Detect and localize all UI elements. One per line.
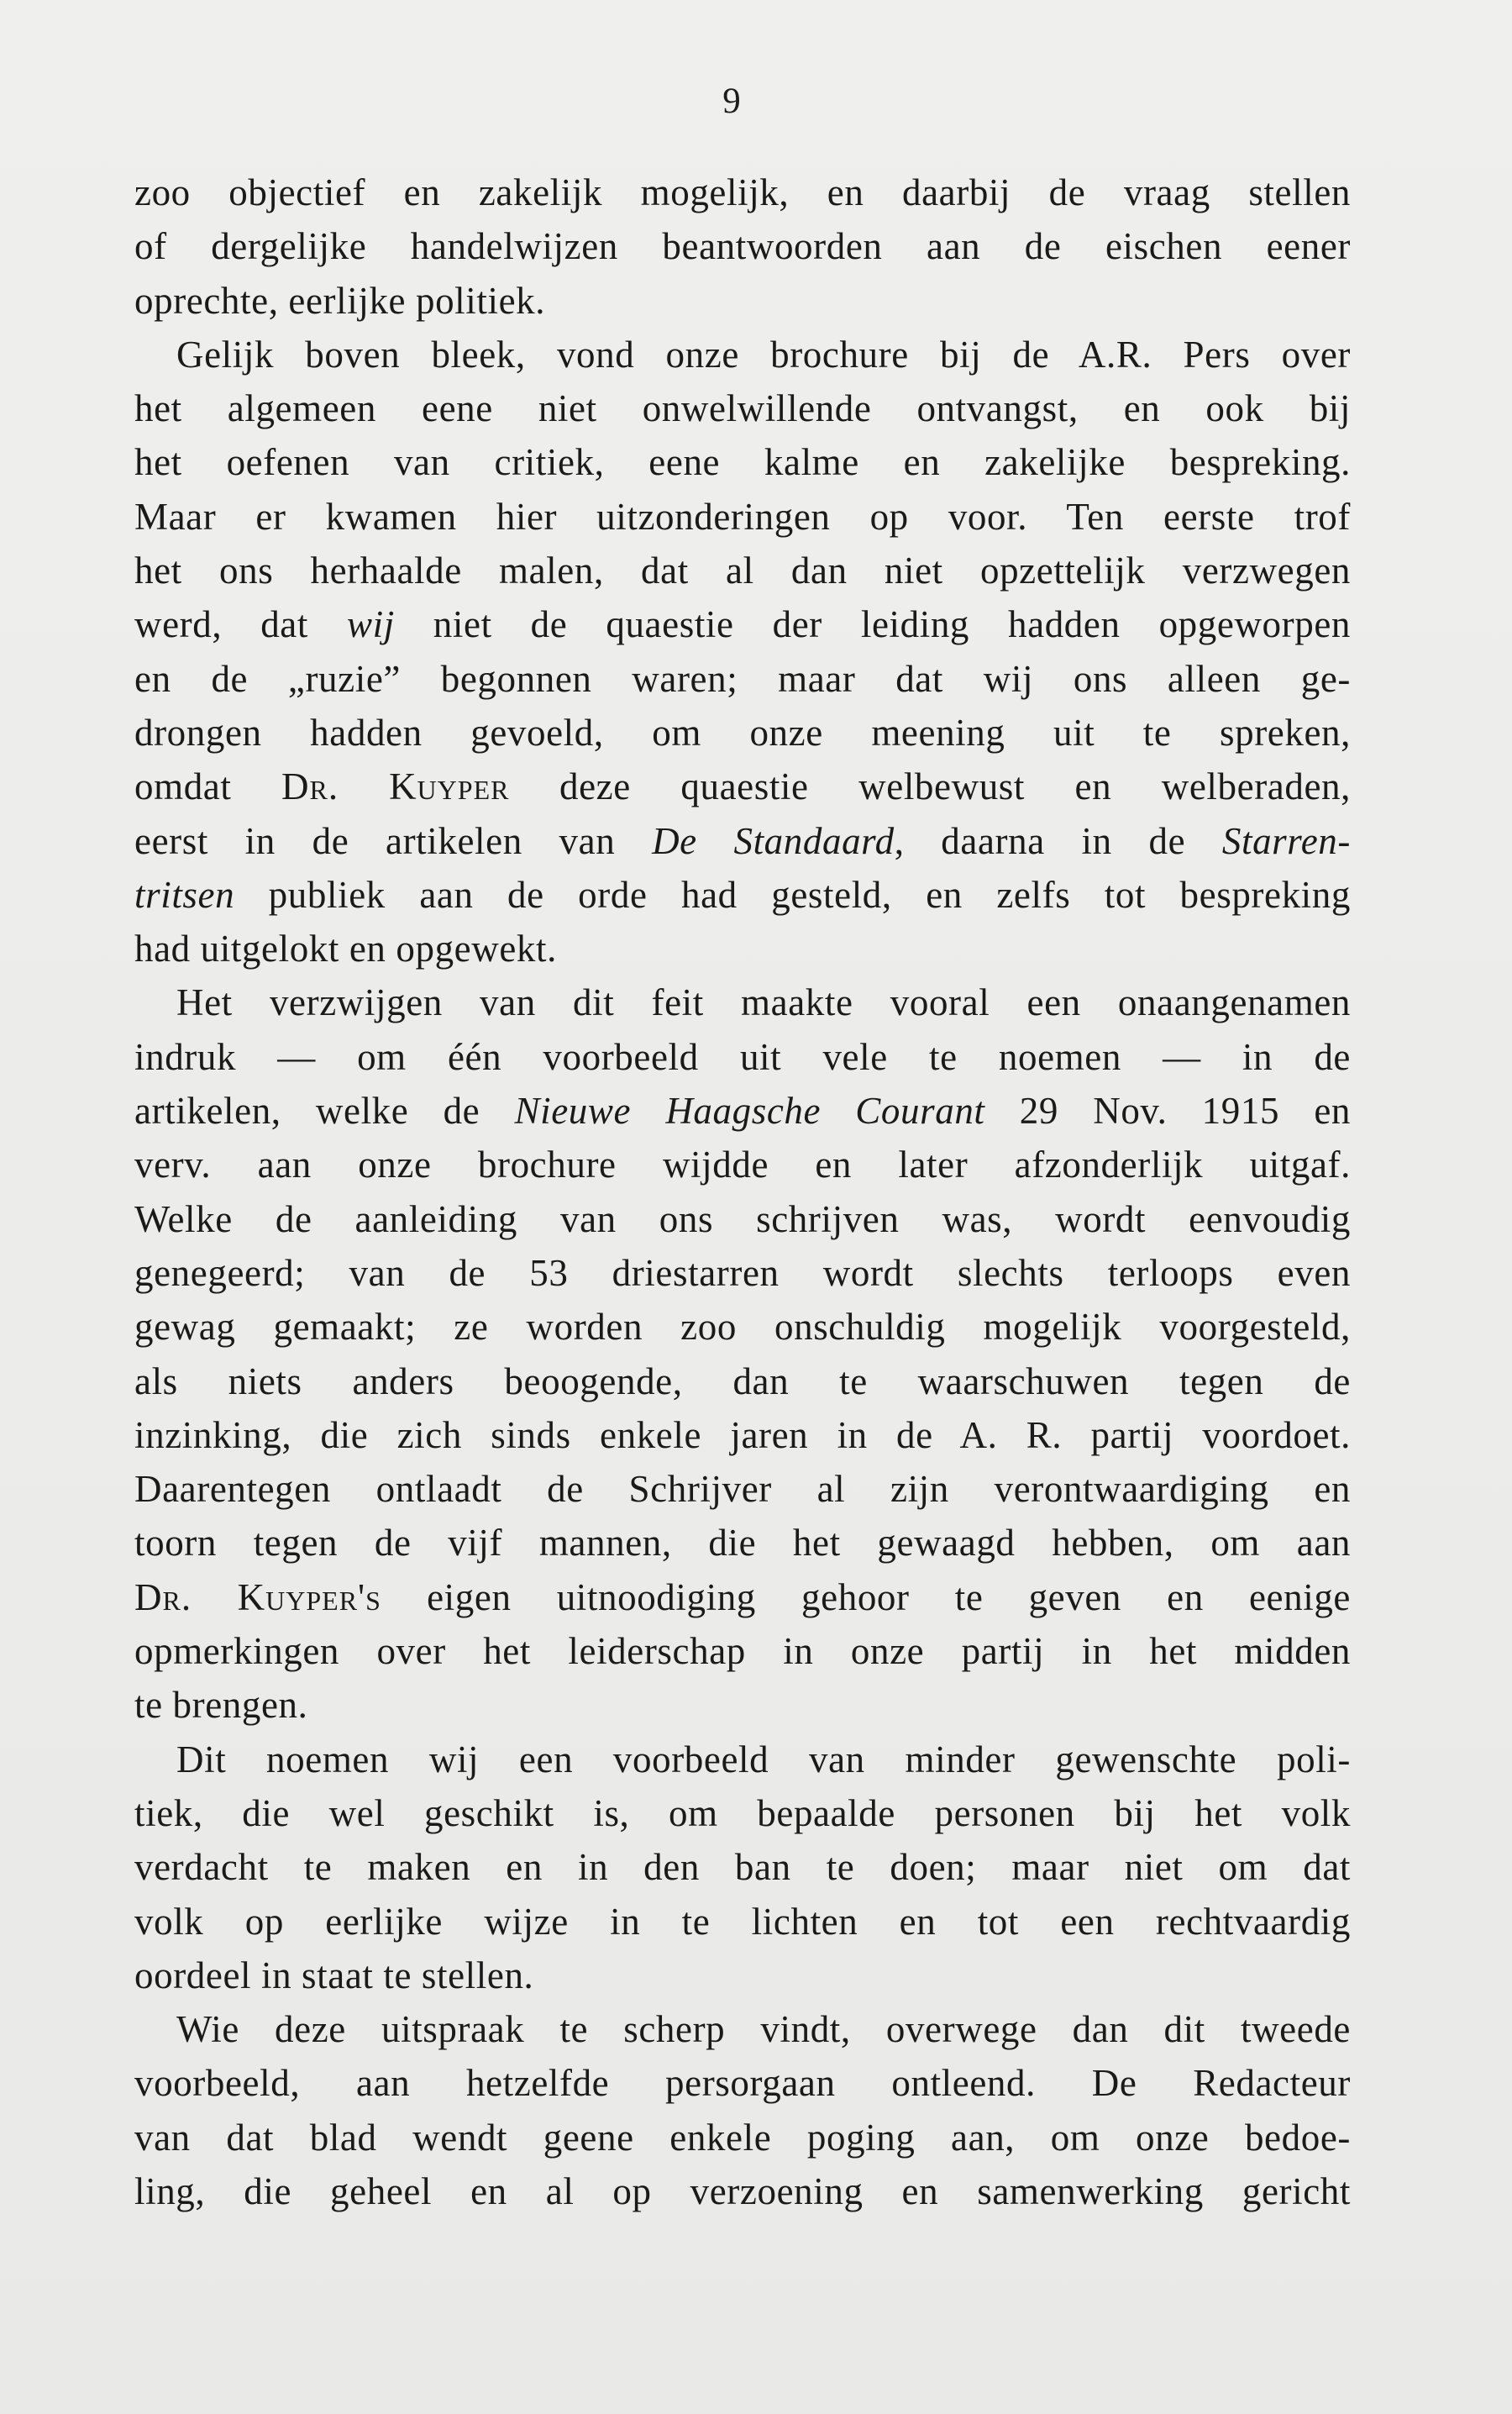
- text-segment: had uitgelokt en opgewekt.: [134, 928, 557, 970]
- text-segment: voorbeeld, aan hetzelfde persorgaan ontleend. De Redacteur: [134, 2062, 1351, 2105]
- small-caps-name: Dr. Kuyper: [281, 765, 510, 808]
- text-segment: en de „ruzie” begonnen waren; maar dat wij ons alleen ge-: [134, 657, 1351, 700]
- text-segment: eerst in de artikelen van: [134, 819, 653, 862]
- text-line: [134, 381, 1351, 435]
- text-segment: verdacht te maken en in den ban te doen; maar niet om dat: [134, 1846, 1351, 1889]
- text-line: [134, 1192, 1351, 1246]
- text-line: [134, 1462, 1351, 1516]
- text-line: [134, 2056, 1351, 2110]
- text-line: [134, 1246, 1351, 1300]
- text-segment: niet de quaestie der leiding hadden opgeworpen: [394, 603, 1351, 646]
- text-line: [134, 1949, 1351, 2002]
- text-line: [134, 1570, 1351, 1624]
- text-segment: Dit noemen wij een voorbeeld van minder gewenschte poli-: [176, 1738, 1351, 1780]
- text-line: [134, 922, 1351, 976]
- text-line: [134, 1030, 1351, 1084]
- text-segment: deze quaestie welbewust en welberaden,: [509, 765, 1351, 808]
- text-line: [134, 814, 1351, 868]
- text-segment: Maar er kwamen hier uitzonderingen op voor. Ten eerste trof: [134, 495, 1351, 538]
- text-line: [134, 760, 1351, 813]
- text-segment: toorn tegen de vijf mannen, die het gewaagd hebben, om aan: [134, 1522, 1351, 1565]
- text-line: [134, 1138, 1351, 1191]
- text-segment: werd, dat: [134, 603, 347, 646]
- text-segment: artikelen, welke de: [134, 1090, 515, 1133]
- text-line: [134, 1624, 1351, 1678]
- text-segment: volk op eerlijke wijze in te lichten en tot een rechtvaardig: [134, 1900, 1351, 1943]
- text-segment: Daarentegen ontlaadt de Schrijver al zijn verontwaardiging en: [134, 1468, 1351, 1511]
- text-line: [134, 1895, 1351, 1949]
- text-line: [134, 2111, 1351, 2164]
- text-line: [134, 1678, 1351, 1732]
- text-line: [134, 274, 1351, 328]
- text-segment: oprechte, eerlijke politiek.: [134, 279, 546, 322]
- text-segment: het oefenen van critiek, eene kalme en zakelijke bespreking.: [134, 441, 1351, 484]
- text-segment: inzinking, die zich sinds enkele jaren in de A. R. partij voordoet.: [134, 1413, 1351, 1456]
- text-line: [134, 1084, 1351, 1138]
- text-segment: publiek aan de orde had gesteld, en zelfs tot bespreking: [234, 873, 1351, 916]
- text-segment: drongen hadden gevoeld, om onze meening uit te spreken,: [134, 711, 1351, 754]
- text-line: [134, 1516, 1351, 1570]
- text-line: [134, 435, 1351, 489]
- text-line: [134, 219, 1351, 273]
- text-segment: Gelijk boven bleek, vond onze brochure bij de A.R. Pers over: [176, 333, 1351, 376]
- text-segment: Het verzwijgen van dit feit maakte vooral een onaangenamen: [176, 981, 1351, 1024]
- text-line: [134, 2164, 1351, 2218]
- text-line: [134, 868, 1351, 922]
- text-segment: , daarna in de: [894, 819, 1222, 862]
- text-line: [134, 706, 1351, 760]
- body-text: [134, 166, 1351, 2218]
- text-line: [134, 1840, 1351, 1894]
- text-segment: opmerkingen over het leiderschap in onze partij in het midden: [134, 1630, 1351, 1673]
- text-segment: indruk — om één voorbeeld uit vele te noemen — in de: [134, 1035, 1351, 1078]
- text-segment: tiek, die wel geschikt is, om bepaalde personen bij het volk: [134, 1791, 1351, 1834]
- text-line: [134, 1786, 1351, 1840]
- text-line: [134, 490, 1351, 544]
- text-line: [134, 544, 1351, 597]
- text-segment: verv. aan onze brochure wijdde en later afzonderlijk uitgaf.: [134, 1144, 1351, 1186]
- italic-text: tritsen: [134, 873, 235, 916]
- text-segment: eigen uitnoodiging gehoor te geven en eenige: [381, 1575, 1351, 1618]
- text-segment: te brengen.: [134, 1684, 308, 1727]
- text-segment: Wie deze uitspraak te scherp vindt, overwege dan dit tweede: [176, 2008, 1351, 2051]
- text-line: [134, 1354, 1351, 1408]
- text-segment: als niets anders beoogende, dan te waarschuwen tegen de: [134, 1360, 1351, 1402]
- text-line: [134, 597, 1351, 651]
- italic-text: Nieuwe Haagsche Courant: [514, 1090, 985, 1133]
- italic-text: wij: [346, 603, 395, 646]
- text-line: [134, 166, 1351, 219]
- text-line: [134, 328, 1351, 381]
- text-line: [134, 1408, 1351, 1462]
- italic-text: Starren-: [1221, 819, 1351, 862]
- text-line: [134, 1300, 1351, 1354]
- text-segment: of dergelijke handelwijzen beantwoorden aan de eischen eener: [134, 225, 1351, 268]
- text-segment: van dat blad wendt geene enkele poging aan, om onze bedoe-: [134, 2116, 1351, 2159]
- text-segment: ling, die geheel en al op verzoening en samenwerking gericht: [134, 2169, 1351, 2212]
- text-segment: omdat: [134, 765, 282, 808]
- text-segment: het algemeen eene niet onwelwillende ontvangst, en ook bij: [134, 387, 1351, 430]
- text-segment: 29 Nov. 1915 en: [984, 1090, 1351, 1133]
- text-line: [134, 976, 1351, 1029]
- text-segment: genegeerd; van de 53 driestarren wordt slechts terloops even: [134, 1251, 1351, 1294]
- text-segment: oordeel in staat te stellen.: [134, 1954, 534, 1996]
- italic-text: De Standaard: [652, 819, 895, 862]
- text-line: [134, 652, 1351, 706]
- text-segment: gewag gemaakt; ze worden zoo onschuldig mogelijk voorgesteld,: [134, 1306, 1351, 1349]
- text-segment: het ons herhaalde malen, dat al dan niet opzettelijk verzwegen: [134, 550, 1351, 592]
- text-segment: Welke de aanleiding van ons schrijven was, wordt eenvoudig: [134, 1197, 1351, 1240]
- text-line: [134, 1733, 1351, 1786]
- text-line: [134, 2002, 1351, 2056]
- small-caps-name: Dr. Kuyper's: [134, 1575, 381, 1618]
- page-number: 9: [722, 82, 741, 121]
- text-segment: zoo objectief en zakelijk mogelijk, en daarbij de vraag stellen: [134, 171, 1351, 213]
